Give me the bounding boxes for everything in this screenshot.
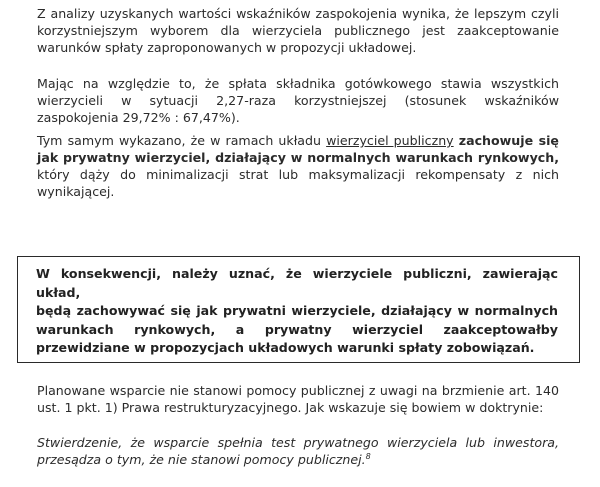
paragraph-support [37,382,559,416]
conclusion-box [17,256,580,363]
quote-line: Stwierdzenie, że wsparcie spełnia test prywatnego wierzyciela lub inwestora, [37,435,559,450]
conclusion-line: będą zachowywać się jak prywatni wierzyciele, działający w normalnych [36,303,558,318]
paragraph-line: wynikającej. [37,184,115,199]
underlined-term: wierzyciel publiczny [326,133,454,148]
paragraph-line: zaspokojenia 29,72% : 67,47%). [37,110,240,125]
footnote-reference[interactable]: 8 [365,451,371,461]
paragraph-analysis [37,5,559,56]
paragraph-line: korzystniejszym wyborem dla wierzyciela publicznego jest zaakceptowanie [37,23,559,38]
doctrine-quote [37,434,559,468]
paragraph-line: Planowane wsparcie nie stanowi pomocy publicznej z uwagi na brzmienie art. 140 [37,383,559,398]
conclusion-text [36,265,558,358]
paragraph-cash-component [37,75,559,126]
quote-line [37,451,559,468]
text-run: Tym samym wykazano, że w ramach układu [37,133,321,148]
paragraph-line: jak prywatny wierzyciel, działający w normalnych warunkach rynkowych, [37,150,559,165]
paragraph-line: wierzycieli w sytuacji 2,27-raza korzystniejszej (stosunek wskaźników [37,93,559,108]
bold-text: zachowuje się [458,133,559,148]
conclusion-line: przewidziane w propozycjach układowych warunki spłaty zobowiązań. [36,340,535,355]
paragraph-line: który dąży do minimalizacji strat lub maksymalizacji rekompensaty z nich [37,167,559,182]
conclusion-line: warunkach rynkowych, a prywatny wierzyciel zaakceptowałby [36,321,558,337]
paragraph-line: Z analizy uzyskanych wartości wskaźników zaspokojenia wynika, że lepszym czyli [37,6,559,21]
paragraph-line [37,132,559,149]
conclusion-line: W konsekwencji, należy uznać, że wierzyciele publiczni, zawierając układ, [36,266,558,300]
quote-text: przesądza o tym, że nie stanowi pomocy publicznej. [37,452,366,467]
paragraph-line: Mając na względzie to, że spłata składnika gotówkowego stawia wszystkich [37,76,559,91]
paragraph-line: warunków spłaty zaproponowanych w propozycji układowej. [37,40,417,55]
paragraph-public-creditor [37,132,559,200]
paragraph-line: ust. 1 pkt. 1) Prawa restrukturyzacyjnego. Jak wskazuje się bowiem w doktrynie: [37,400,544,415]
